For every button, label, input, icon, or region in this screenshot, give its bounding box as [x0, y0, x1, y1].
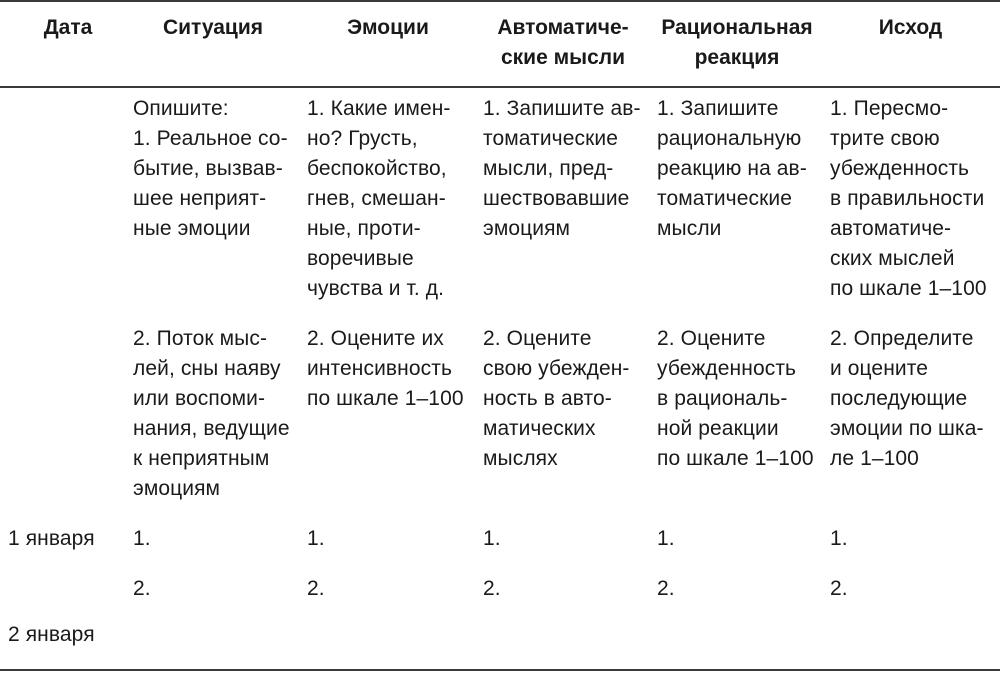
header-situation: Ситуация — [162, 16, 264, 39]
entry-date: 1 января — [8, 527, 95, 550]
emotions-instruction-1: 1. Какие имен- но? Грусть, беспокойство, гнев, смешан- ные, проти- воречивые чувства и т. д. — [307, 97, 451, 300]
auto-thoughts-item-1: 1. — [483, 527, 501, 550]
emotions-item-1: 1. — [307, 527, 325, 550]
emotions-item-2: 2. — [307, 577, 325, 600]
outcome-item-1: 1. — [830, 527, 848, 550]
header-rule — [0, 86, 1000, 88]
header-outcome: Исход — [878, 16, 943, 39]
entry-date: 2 января — [8, 623, 95, 646]
auto-thoughts-item-2: 2. — [483, 577, 501, 600]
situation-instruction-1: Опишите: 1. Реальное со- бытие, вызвав- шее неприят- ные эмоции — [133, 97, 288, 240]
emotions-instruction-2: 2. Оцените их интенсивность по шкале 1–100 — [307, 327, 464, 410]
table-top-rule — [0, 0, 1000, 2]
situation-item-2: 2. — [133, 577, 151, 600]
header-emotions: Эмоции — [347, 16, 429, 39]
outcome-instruction-1: 1. Пересмо- трите свою убежденность в правильности автоматиче- ских мыслей по шкале 1–100 — [830, 97, 987, 300]
outcome-instruction-2: 2. Определите и оцените последующие эмоции по шка- ле 1–100 — [830, 327, 984, 470]
rational-instruction-1: 1. Запишите рациональную реакцию на ав- томатические мысли — [657, 97, 807, 240]
table-bottom-rule — [0, 669, 1000, 671]
rational-item-1: 1. — [657, 527, 675, 550]
header-rational: Рациональная реакция — [661, 16, 813, 69]
auto-thoughts-instruction-2: 2. Оцените свою убежден- ность в авто- матических мыслях — [483, 327, 630, 470]
outcome-item-2: 2. — [830, 577, 848, 600]
rational-item-2: 2. — [657, 577, 675, 600]
auto-thoughts-instruction-1: 1. Запишите ав- томатические мысли, пред- шествовавшие эмоциям — [483, 97, 641, 240]
situation-instruction-2: 2. Поток мыс- лей, сны наяву или воспоми- нания, ведущие к неприятным эмоциям — [133, 327, 290, 500]
rational-instruction-2: 2. Оцените убежденность в рациональ- ной реакции по шкале 1–100 — [657, 327, 814, 470]
header-date: Дата — [43, 16, 93, 39]
situation-item-1: 1. — [133, 527, 151, 550]
header-auto-thoughts: Автоматиче- ские мысли — [497, 16, 629, 69]
